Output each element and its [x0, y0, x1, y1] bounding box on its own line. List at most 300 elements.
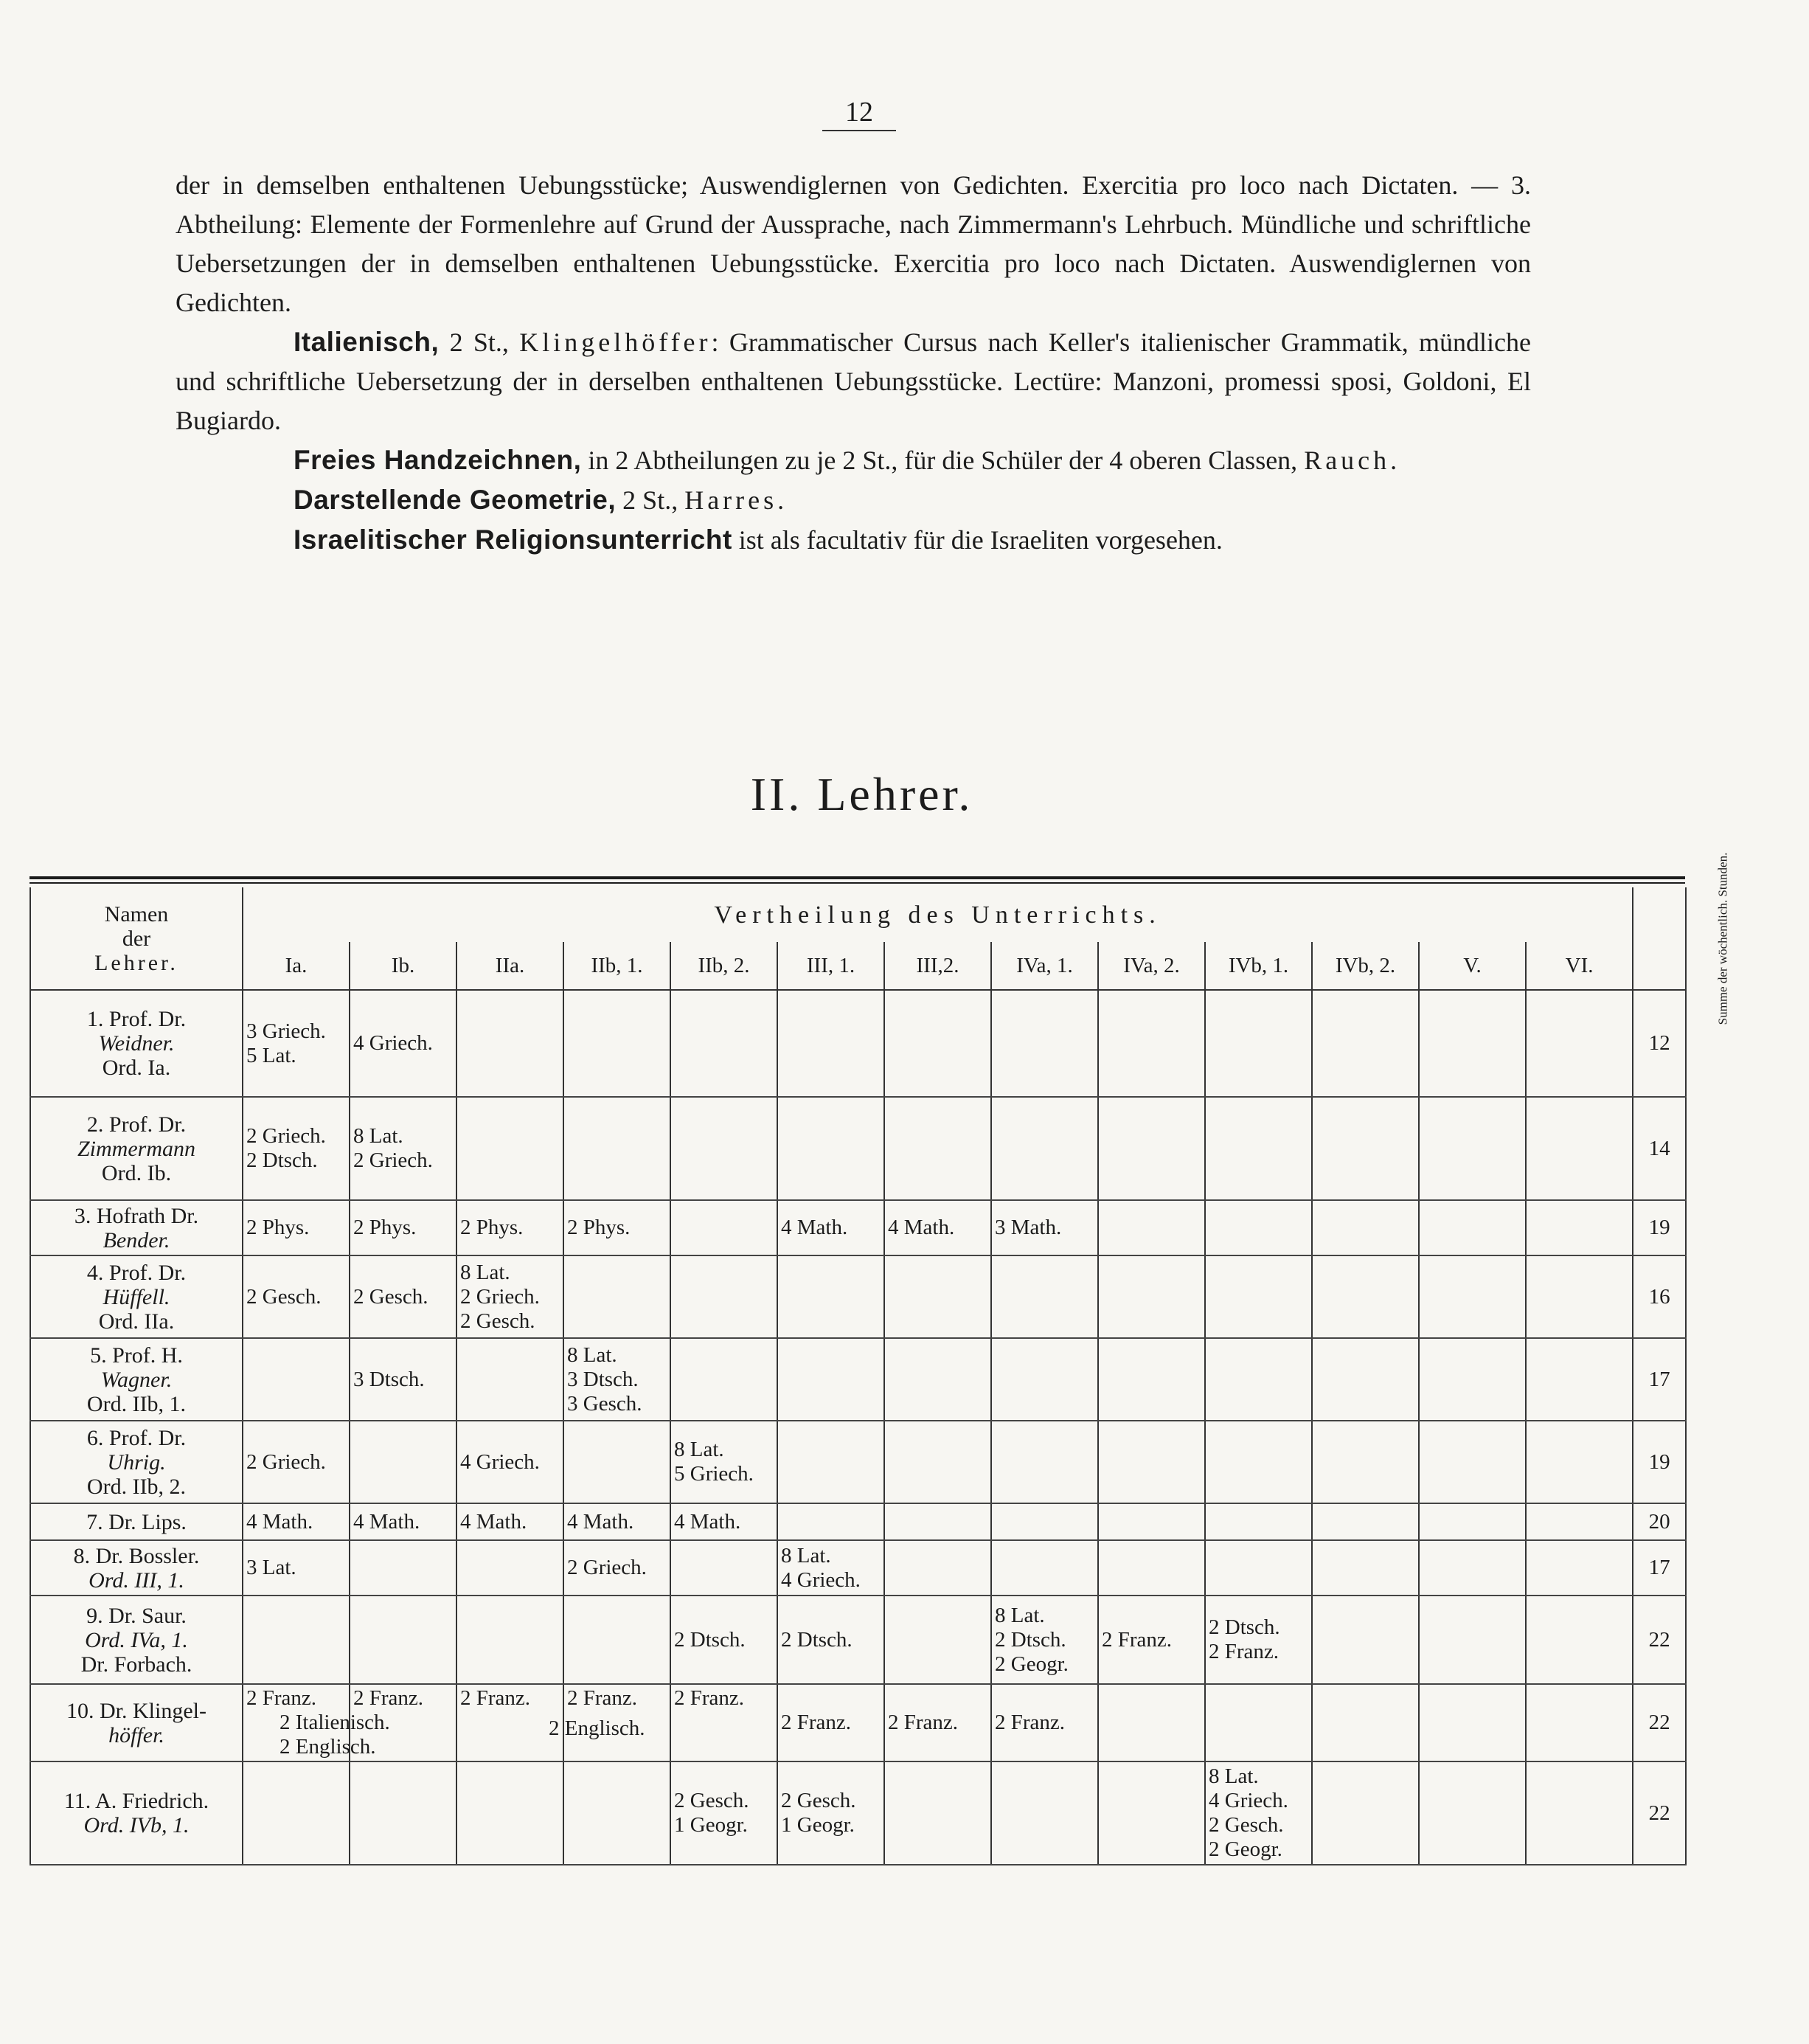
weekly-hours-sum: 22 — [1633, 1596, 1686, 1684]
schedule-cell — [1419, 1338, 1526, 1421]
schedule-cell — [350, 990, 456, 1097]
cell-line: 8 Lat. — [674, 1438, 724, 1461]
cell-line: 2 Phys. — [567, 1216, 631, 1239]
teacher-name-cell — [30, 1255, 243, 1338]
schedule-cell — [670, 1540, 777, 1596]
table-row — [30, 1503, 1686, 1540]
schedule-cell — [777, 1200, 884, 1255]
teacher-name-line: Ord. Ib. — [101, 1160, 172, 1185]
column-header: Ib. — [350, 942, 456, 990]
section-title: II. Lehrer. — [750, 768, 973, 820]
schedule-cell — [884, 1761, 991, 1865]
schedule-cell — [1312, 1761, 1419, 1865]
cell-line: 2 Dtsch. — [246, 1149, 318, 1172]
teacher-name-line: 2. Prof. Dr. — [86, 1112, 187, 1137]
schedule-cell — [1419, 1596, 1526, 1684]
schedule-cell — [1205, 990, 1312, 1097]
schedule-cell — [1098, 1596, 1205, 1684]
cell-line: 2 Franz. — [460, 1686, 531, 1710]
schedule-cell — [1419, 990, 1526, 1097]
table-row — [30, 1761, 1686, 1865]
teacher-name-line: Zimmermann — [77, 1136, 195, 1161]
teacher-name: Rauch. — [1304, 446, 1401, 475]
column-header: V. — [1419, 942, 1526, 990]
cell-line: 2 Franz. — [888, 1711, 959, 1734]
schedule-cell — [1526, 1684, 1633, 1761]
cell-line: 4 Griech. — [1209, 1789, 1288, 1812]
schedule-cell — [1312, 1684, 1419, 1761]
cell-line: 2 Franz. — [353, 1686, 424, 1710]
cell-line: 4 Griech. — [781, 1567, 861, 1592]
schedule-cell — [670, 990, 777, 1097]
schedule-cell — [884, 1684, 991, 1761]
column-header: IIb, 1. — [563, 942, 670, 990]
schedule-cell — [991, 1596, 1098, 1684]
schedule-cell — [350, 1255, 456, 1338]
schedule-cell — [1419, 1503, 1526, 1540]
teacher-name-line: Hüffell. — [103, 1284, 170, 1309]
schedule-cell — [1098, 1421, 1205, 1503]
column-header: IVa, 2. — [1098, 942, 1205, 990]
cell-line: 2 Gesch. — [1209, 1813, 1284, 1837]
englisch-line: 2 Englisch. — [549, 1716, 645, 1740]
schedule-cell — [350, 1200, 456, 1255]
column-header-row — [30, 942, 1686, 990]
heading-handzeichnen: Freies Handzeichnen, — [294, 445, 582, 475]
schedule-cell — [777, 1596, 884, 1684]
weekly-hours-sum: 19 — [1633, 1200, 1686, 1255]
schedule-cell — [777, 1503, 884, 1540]
schedule-cell — [1098, 1200, 1205, 1255]
cell-line: 2 Geogr. — [995, 1652, 1069, 1676]
table-top-rule-thin — [29, 882, 1685, 884]
teacher-table — [29, 852, 1730, 1865]
schedule-cell — [456, 1200, 563, 1255]
cell-line: 8 Lat. — [995, 1603, 1045, 1627]
schedule-cell — [1205, 1200, 1312, 1255]
cell-line: 2 Geogr. — [1209, 1837, 1282, 1861]
teacher-name-cell — [30, 1503, 243, 1540]
teacher-name-cell — [30, 990, 243, 1097]
schedule-cell — [884, 1200, 991, 1255]
schedule-cell — [777, 1540, 884, 1596]
schedule-cell — [1098, 1540, 1205, 1596]
schedule-cell — [243, 1255, 350, 1338]
schedule-cell — [350, 1421, 456, 1503]
paragraph-continuation: der in demselben enthaltenen Uebungsstücke; Auswendiglernen von Gedichten. Exercitia pro loco nach Dictaten. — 3. Abtheilung: Elemente der Formenlehre auf Grund der Aussprache, nach Zimmermann's Lehrbuch. Mündliche und schriftliche Uebersetzungen der in demselben enthaltenen Uebungsstücke. Exercitia pro loco nach Dictaten. Auswendiglernen von Gedichten. — [176, 170, 1531, 317]
cell-line: 3 Gesch. — [567, 1391, 642, 1416]
schedule-cell — [563, 1338, 670, 1421]
teacher-name-line: 8. Dr. Bossler. — [73, 1543, 200, 1568]
teacher-name-line: 10. Dr. Klingel- — [66, 1698, 206, 1723]
schedule-cell — [884, 1503, 991, 1540]
teacher-name-line: 6. Prof. Dr. — [86, 1425, 187, 1450]
schedule-cell — [1205, 1596, 1312, 1684]
schedule-cell — [563, 990, 670, 1097]
schedule-cell — [1526, 1338, 1633, 1421]
teacher-name-line: 7. Dr. Lips. — [86, 1509, 187, 1534]
schedule-cell — [884, 1255, 991, 1338]
schedule-cell — [350, 1338, 456, 1421]
schedule-cell — [1205, 1255, 1312, 1338]
cell-line: 2 Dtsch. — [995, 1627, 1066, 1652]
schedule-cell — [1526, 1255, 1633, 1338]
weekly-hours-sum: 22 — [1633, 1684, 1686, 1761]
table-row — [30, 1338, 1686, 1421]
cell-line: 3 Dtsch. — [353, 1367, 425, 1391]
table-row — [30, 1097, 1686, 1200]
schedule-cell — [456, 1097, 563, 1200]
schedule-cell — [777, 990, 884, 1097]
table-row — [30, 1684, 1686, 1761]
schedule-cell — [563, 1097, 670, 1200]
schedule-cell — [1312, 990, 1419, 1097]
schedule-cell — [1312, 1097, 1419, 1200]
schedule-cell — [1205, 1540, 1312, 1596]
schedule-cell — [1098, 1255, 1205, 1338]
schedule-cell — [1419, 1421, 1526, 1503]
schedule-cell — [350, 1540, 456, 1596]
schedule-cell — [456, 1338, 563, 1421]
schedule-cell — [670, 1200, 777, 1255]
cell-line: 4 Math. — [888, 1216, 955, 1239]
schedule-cell — [777, 1684, 884, 1761]
column-header: IIb, 2. — [670, 942, 777, 990]
cell-line: 2 Franz. — [1102, 1627, 1173, 1652]
cell-line: 4 Math. — [674, 1509, 741, 1534]
schedule-cell — [1098, 1338, 1205, 1421]
schedule-cell — [1312, 1255, 1419, 1338]
schedule-cell — [991, 1761, 1098, 1865]
schedule-cell — [1312, 1503, 1419, 1540]
schedule-cell — [563, 1540, 670, 1596]
cell-line: 5 Lat. — [246, 1043, 296, 1067]
cell-line: 4 Griech. — [353, 1031, 433, 1055]
schedule-cell — [243, 1421, 350, 1503]
schedule-cell — [1205, 1097, 1312, 1200]
table-row — [30, 1200, 1686, 1255]
teacher-name-line: Ord. IIb, 1. — [86, 1391, 187, 1416]
cell-line: 3 Math. — [995, 1216, 1062, 1239]
name-header: Namen der Lehrer. — [30, 887, 243, 990]
schedule-cell — [1526, 1421, 1633, 1503]
cell-line: 2 Franz. — [567, 1686, 638, 1710]
weekly-hours-sum: 12 — [1633, 990, 1686, 1097]
teacher-name-cell — [30, 1540, 243, 1596]
teacher-name-line: Ord. IIa. — [98, 1309, 175, 1334]
schedule-cell — [456, 1421, 563, 1503]
cell-line: 2 Franz. — [995, 1711, 1066, 1734]
cell-line: 2 Franz. — [781, 1711, 852, 1734]
schedule-cell — [243, 1684, 390, 1761]
schedule-cell — [777, 1421, 884, 1503]
teacher-name-line: Ord. IIb, 2. — [86, 1474, 187, 1499]
schedule-cell — [243, 1338, 350, 1421]
column-header: IVa, 1. — [991, 942, 1098, 990]
table-body — [30, 990, 1686, 1865]
schedule-cell — [670, 1338, 777, 1421]
schedule-cell — [1098, 1761, 1205, 1865]
schedule-cell — [777, 1761, 884, 1865]
teacher-name-line: Uhrig. — [107, 1449, 166, 1475]
cell-line: 4 Griech. — [460, 1449, 540, 1474]
teacher-name-line: 1. Prof. Dr. — [86, 1007, 187, 1031]
weekly-hours-sum: 20 — [1633, 1503, 1686, 1540]
schedule-cell — [563, 1200, 670, 1255]
schedule-cell — [1312, 1338, 1419, 1421]
schedule-cell — [884, 1421, 991, 1503]
schedule-cell — [243, 1200, 350, 1255]
schedule-cell — [563, 1596, 670, 1684]
table-row — [30, 1540, 1686, 1596]
column-header: III,2. — [884, 942, 991, 990]
cell-line: 2 Franz. — [674, 1686, 745, 1710]
paragraph-geometrie: Darstellende Geometrie, 2 St., Harres. — [294, 485, 788, 515]
schedule-cell — [670, 1684, 777, 1761]
cell-line: 5 Griech. — [674, 1462, 754, 1486]
teacher-name-line: höffer. — [108, 1722, 164, 1747]
teacher-name-line: Weidner. — [98, 1031, 175, 1056]
cell-line: 3 Griech. — [246, 1019, 326, 1043]
schedule-cell — [1419, 1761, 1526, 1865]
schedule-cell — [884, 1596, 991, 1684]
schedule-cell — [243, 1540, 350, 1596]
cell-line: 4 Math. — [567, 1509, 634, 1534]
schedule-cell — [670, 1421, 777, 1503]
cell-line: 2 Griech. — [460, 1284, 540, 1309]
schedule-cell — [456, 1540, 563, 1596]
table-row — [30, 990, 1686, 1097]
teacher-name-cell — [30, 1200, 243, 1255]
schedule-cell — [1205, 1421, 1312, 1503]
schedule-cell — [563, 1503, 670, 1540]
schedule-cell — [991, 1684, 1098, 1761]
paragraph-israelitisch: Israelitischer Religionsunterricht ist als facultativ für die Israeliten vorgesehen. — [294, 524, 1223, 555]
schedule-cell — [563, 1421, 670, 1503]
schedule-cell — [243, 990, 350, 1097]
heading-geometrie: Darstellende Geometrie, — [294, 485, 617, 515]
schedule-cell — [456, 1255, 563, 1338]
schedule-cell — [1419, 1097, 1526, 1200]
cell-line: 8 Lat. — [353, 1124, 403, 1148]
cell-line: 2 Griech. — [246, 1124, 326, 1148]
cell-line: 1 Geogr. — [781, 1813, 855, 1837]
schedule-cell — [1098, 990, 1205, 1097]
schedule-cell — [777, 1097, 884, 1200]
cell-line: 2 Dtsch. — [1209, 1615, 1280, 1639]
weekly-hours-sum: 22 — [1633, 1761, 1686, 1865]
schedule-cell — [350, 1503, 456, 1540]
schedule-cell — [1312, 1200, 1419, 1255]
cell-line: 2 Gesch. — [353, 1284, 428, 1309]
schedule-cell — [456, 1684, 645, 1761]
teacher-name-cell — [30, 1684, 243, 1761]
schedule-cell — [1205, 1761, 1312, 1865]
schedule-cell — [884, 990, 991, 1097]
cell-line: 2 Griech. — [353, 1149, 433, 1172]
paragraph-handzeichnen: Freies Handzeichnen, in 2 Abtheilungen zu je 2 St., für die Schüler der 4 oberen Classen, Rauch. — [294, 445, 1401, 475]
teacher-name-cell — [30, 1761, 243, 1865]
schedule-cell — [1526, 1596, 1633, 1684]
schedule-cell — [456, 1596, 563, 1684]
schedule-cell — [670, 1097, 777, 1200]
schedule-cell — [1098, 1097, 1205, 1200]
teacher-name-cell — [30, 1421, 243, 1503]
schedule-cell — [991, 1200, 1098, 1255]
cell-line: 4 Math. — [460, 1509, 527, 1534]
teacher-name-cell — [30, 1596, 243, 1684]
schedule-cell — [243, 1097, 350, 1200]
table-row — [30, 1255, 1686, 1338]
schedule-cell — [1526, 1761, 1633, 1865]
teacher-name-line: Ord. III, 1. — [88, 1567, 184, 1593]
column-header: VI. — [1526, 942, 1633, 990]
cell-line: 2 Gesch. — [674, 1789, 749, 1812]
schedule-cell — [1526, 1097, 1633, 1200]
cell-line: 4 Math. — [781, 1216, 848, 1239]
weekly-hours-sum: 17 — [1633, 1540, 1686, 1596]
schedule-cell — [1312, 1540, 1419, 1596]
schedule-cell — [884, 1097, 991, 1200]
prose-block — [176, 166, 1531, 560]
teacher-name-line: 11. A. Friedrich. — [63, 1789, 209, 1813]
teacher-name-cell — [30, 1338, 243, 1421]
distribution-header: Vertheilung des Unterrichts. — [243, 887, 1633, 942]
schedule-cell — [1526, 990, 1633, 1097]
teacher-name: Harres. — [684, 485, 788, 515]
column-header: Ia. — [243, 942, 350, 990]
schedule-cell — [350, 1097, 456, 1200]
schedule-cell — [670, 1255, 777, 1338]
cell-line: 4 Math. — [246, 1509, 313, 1534]
schedule-cell — [1526, 1200, 1633, 1255]
sum-header: Summe der wöchentlich. Stunden. — [1633, 887, 1686, 990]
table-row — [30, 1421, 1686, 1503]
cell-line: 2 Griech. — [246, 1449, 326, 1474]
column-header: IIa. — [456, 942, 563, 990]
column-header: IVb, 2. — [1312, 942, 1419, 990]
schedule-cell — [1419, 1684, 1526, 1761]
schedule-cell — [991, 1421, 1098, 1503]
schedule-cell — [456, 1761, 563, 1865]
schedule-cell — [1205, 1684, 1312, 1761]
schedule-cell — [243, 1503, 350, 1540]
column-header: III, 1. — [777, 942, 884, 990]
schedule-cell — [1526, 1540, 1633, 1596]
schedule-cell — [1205, 1503, 1312, 1540]
schedule-cell — [1419, 1200, 1526, 1255]
cell-line: 8 Lat. — [1209, 1764, 1259, 1788]
englisch-line: 2 Englisch. — [279, 1735, 376, 1759]
schedule-cell — [991, 1503, 1098, 1540]
schedule-cell — [670, 1596, 777, 1684]
teacher-name-cell — [30, 1097, 243, 1200]
schedule-cell — [350, 1761, 456, 1865]
schedule-cell — [456, 990, 563, 1097]
schedule-cell — [243, 1761, 350, 1865]
page-number: 12 — [822, 96, 896, 131]
cell-line: 2 Franz. — [246, 1686, 317, 1710]
cell-line: 2 Phys. — [460, 1216, 524, 1239]
teacher-name-line: 9. Dr. Saur. — [86, 1603, 187, 1628]
schedule-cell — [456, 1503, 563, 1540]
schedule-cell — [1098, 1503, 1205, 1540]
cell-line: 2 Griech. — [567, 1556, 647, 1579]
cell-line: 2 Gesch. — [460, 1309, 535, 1333]
cell-line: 2 Franz. — [1209, 1640, 1280, 1663]
schedule-cell — [884, 1540, 991, 1596]
teacher-name-line: Dr. Forbach. — [80, 1652, 192, 1677]
cell-line: 3 Dtsch. — [567, 1367, 639, 1391]
schedule-cell — [1205, 1338, 1312, 1421]
schedule-cell — [884, 1338, 991, 1421]
heading-israelitisch: Israelitischer Religionsunterricht — [294, 524, 732, 555]
schedule-cell — [991, 1540, 1098, 1596]
schedule-cell — [563, 1255, 670, 1338]
schedule-cell — [991, 1255, 1098, 1338]
cell-line: 2 Gesch. — [781, 1789, 856, 1812]
teacher-name-line: 4. Prof. Dr. — [86, 1260, 187, 1285]
schedule-cell — [670, 1761, 777, 1865]
schedule-cell — [1419, 1540, 1526, 1596]
cell-line: 2 Phys. — [246, 1216, 310, 1239]
schedule-cell — [563, 1761, 670, 1865]
cell-line: 2 Dtsch. — [674, 1627, 746, 1652]
teacher-name-line: 5. Prof. H. — [90, 1343, 183, 1368]
schedule-cell — [1312, 1421, 1419, 1503]
schedule-cell — [350, 1596, 456, 1684]
cell-line: 3 Lat. — [246, 1556, 296, 1579]
teacher-name-line: Ord. IVa, 1. — [85, 1627, 188, 1652]
cell-line: 2 Dtsch. — [781, 1627, 853, 1652]
cell-line: 2 Gesch. — [246, 1284, 322, 1309]
schedule-cell — [991, 1338, 1098, 1421]
teacher-name-line: Bender. — [103, 1227, 170, 1253]
teacher-name-line: Ord. IVb, 1. — [83, 1813, 190, 1837]
weekly-hours-sum: 19 — [1633, 1421, 1686, 1503]
cell-line: 8 Lat. — [460, 1260, 510, 1284]
heading-italienisch: Italienisch, — [294, 327, 440, 357]
cell-line: 1 Geogr. — [674, 1813, 748, 1837]
schedule-cell — [991, 990, 1098, 1097]
table-row — [30, 1596, 1686, 1684]
weekly-hours-sum: 14 — [1633, 1097, 1686, 1200]
cell-line: 4 Math. — [353, 1509, 420, 1534]
schedule-cell — [991, 1097, 1098, 1200]
column-header: IVb, 1. — [1205, 942, 1312, 990]
cell-line: 8 Lat. — [781, 1543, 831, 1567]
schedule-cell — [1419, 1255, 1526, 1338]
schedule-cell — [777, 1338, 884, 1421]
schedule-cell — [243, 1596, 350, 1684]
weekly-hours-sum: 17 — [1633, 1338, 1686, 1421]
italienisch-line: 2 Italienisch. — [279, 1711, 390, 1734]
schedule-cell — [1312, 1596, 1419, 1684]
cell-line: 2 Phys. — [353, 1216, 417, 1239]
teacher-name-line: 3. Hofrath Dr. — [74, 1203, 199, 1228]
schedule-cell — [1526, 1503, 1633, 1540]
table-top-rule — [29, 876, 1685, 879]
teacher-name-line: Wagner. — [100, 1367, 173, 1392]
teacher-name: Klingelhöffer — [519, 328, 712, 357]
teacher-name-line: Ord. Ia. — [102, 1056, 171, 1080]
weekly-hours-sum: 16 — [1633, 1255, 1686, 1338]
schedule-cell — [1098, 1684, 1205, 1761]
schedule-cell — [777, 1255, 884, 1338]
cell-line: 8 Lat. — [567, 1343, 617, 1367]
schedule-cell — [670, 1503, 777, 1540]
paragraph-italienisch: Italienisch, 2 St., Klingelhöffer: Grammatischer Cursus nach Keller's italienischer Grammatik, mündliche und schriftliche Uebersetzung der in derselben enthaltenen Uebungsstücke. Lectüre: Manzoni, promessi sposi, Goldoni, El Bugiardo. — [176, 327, 1531, 435]
